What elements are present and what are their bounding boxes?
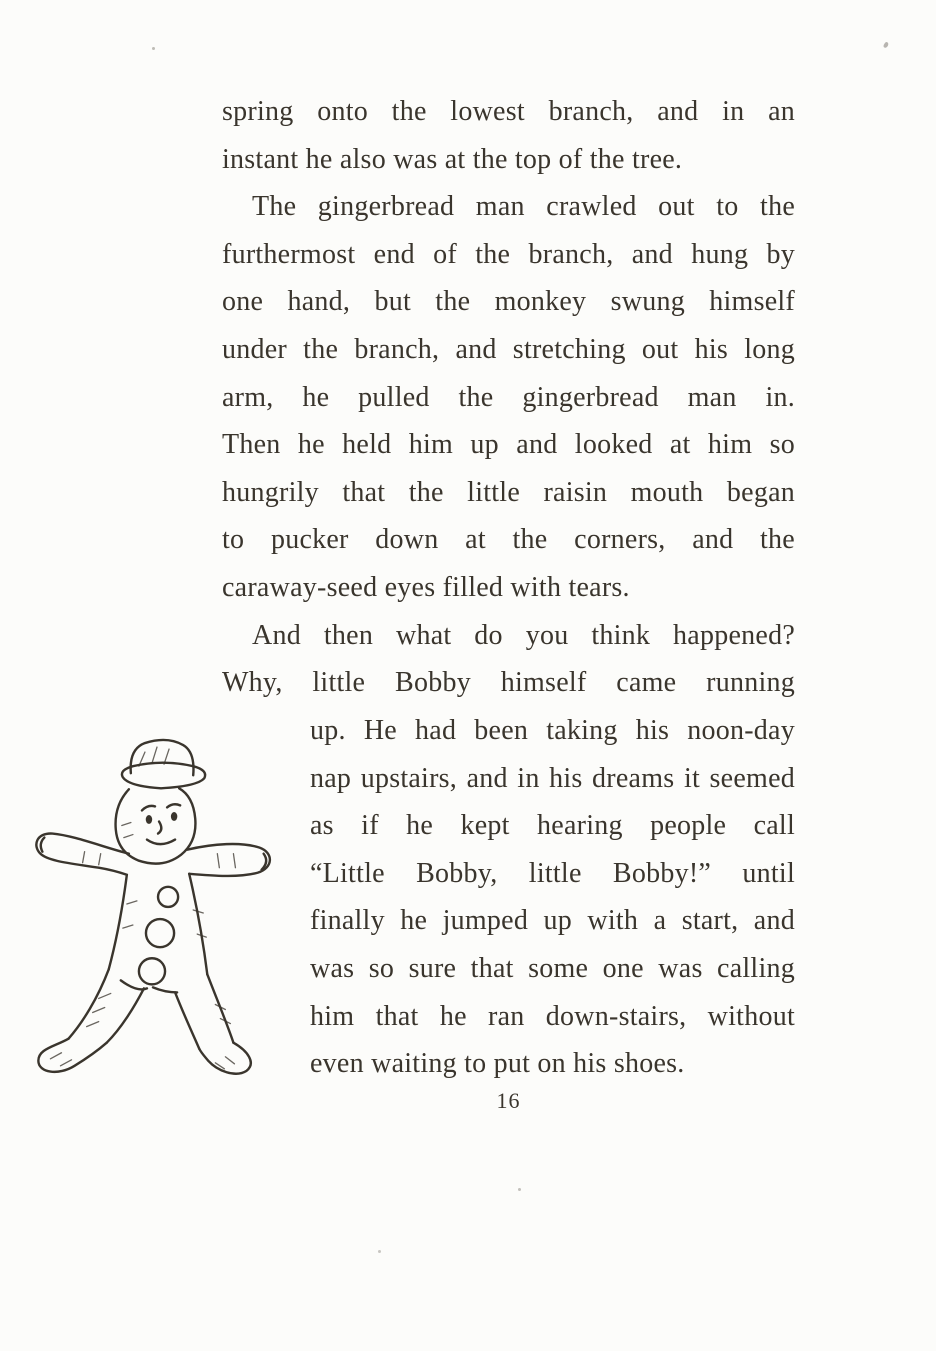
scan-speck [378, 1250, 381, 1253]
text-column-wrapped [310, 707, 795, 1088]
text-line: nap upstairs, and in his dreams it seemed [310, 762, 795, 794]
text-line: under the branch, and stretching out his long [222, 333, 795, 365]
text-line: even waiting to put on his shoes. [310, 1048, 685, 1080]
scan-speck [883, 41, 890, 48]
gingerbread-man-illustration [26, 733, 284, 1097]
text-line: And then what do you think happened? [252, 619, 795, 651]
scan-speck [518, 1188, 521, 1191]
text-line: “Little Bobby, little Bobby!” until [310, 857, 795, 889]
text-column-main [222, 88, 795, 707]
text-line: hungrily that the little raisin mouth began [222, 476, 795, 508]
text-line: up. He had been taking his noon-day [310, 715, 795, 746]
text-line: instant he also was at the top of the tree. [222, 143, 683, 175]
text-line: Why, little Bobby himself came running [222, 667, 795, 699]
text-line: arm, he pulled the gingerbread man in. [222, 381, 795, 413]
text-line: one hand, but the monkey swung himself [222, 286, 795, 318]
text-line: Then he held him up and looked at him so [222, 429, 795, 461]
page-number: 16 [496, 1088, 521, 1113]
text-line: finally he jumped up with a start, and [310, 905, 795, 937]
text-line: caraway-seed eyes filled with tears. [222, 571, 630, 603]
scan-speck [152, 47, 155, 50]
text-line: him that he ran down-stairs, without [310, 1000, 795, 1032]
text-line: spring onto the lowest branch, and in an [222, 96, 795, 127]
text-line: to pucker down at the corners, and the [222, 524, 795, 556]
text-line: as if he kept hearing people call [310, 810, 795, 842]
text-line: The gingerbread man crawled out to the [252, 191, 795, 223]
text-line: furthermost end of the branch, and hung by [222, 238, 795, 270]
text-line: was so sure that some one was calling [310, 952, 795, 984]
